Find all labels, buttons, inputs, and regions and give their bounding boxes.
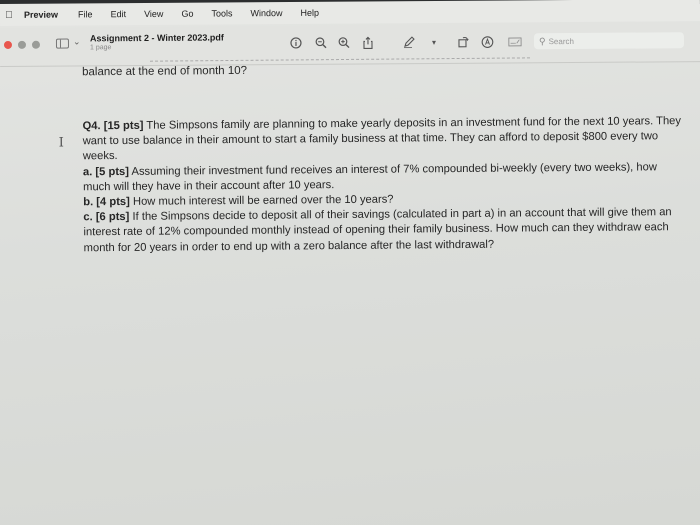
question-4b-text: How much interest will be earned over the 10 years? bbox=[129, 193, 394, 208]
sidebar-toggle-icon[interactable] bbox=[56, 39, 69, 49]
menu-go[interactable]: Go bbox=[181, 8, 194, 19]
apple-menu-icon[interactable] bbox=[4, 10, 14, 20]
question-4c-text: If the Simpsons decide to deposit all of their savings (calculated in part a) in an account that will give them an interest rate of 12% compounded monthly instead of opening their family business. How much can they withdraw each month for 20 years in order to end up with a zero balance after the last withdrawal? bbox=[83, 206, 672, 254]
document-title: Assignment 2 - Winter 2023.pdf bbox=[89, 32, 224, 44]
menu-app-name[interactable]: Preview bbox=[23, 9, 59, 20]
share-icon[interactable] bbox=[361, 35, 375, 49]
text-cursor-icon: I bbox=[58, 135, 64, 151]
question-4-text: The Simpsons family are planning to make yearly deposits in an investment fund for the next 10 years. They want to use balance in their amount to start a family business at that time. They can afford to deposit $800 every two weeks. bbox=[82, 115, 682, 163]
menu-file[interactable]: File bbox=[77, 9, 93, 20]
menu-edit[interactable]: Edit bbox=[110, 9, 127, 20]
question-4 bbox=[83, 114, 684, 256]
previous-question-tail: balance at the end of month 10? bbox=[82, 64, 248, 79]
question-4c-label: c. [6 pts] bbox=[83, 211, 130, 224]
question-4a-label: a. [5 pts] bbox=[82, 165, 130, 178]
sidebar-chevron-down-icon[interactable]: ⌄ bbox=[72, 36, 81, 47]
question-4-intro bbox=[83, 114, 683, 165]
rotate-icon[interactable] bbox=[456, 35, 470, 49]
pdf-page bbox=[0, 56, 700, 525]
document-title-block bbox=[90, 32, 224, 51]
menu-bar bbox=[0, 0, 700, 26]
window-controls bbox=[4, 41, 40, 49]
question-4b-label: b. [4 pts] bbox=[83, 195, 130, 209]
menu-view[interactable]: View bbox=[144, 8, 164, 19]
zoom-window-button[interactable] bbox=[32, 41, 40, 49]
markup-chevron-down-icon[interactable]: ▾ bbox=[431, 37, 437, 47]
form-icon[interactable] bbox=[508, 34, 522, 48]
close-window-button[interactable] bbox=[4, 41, 12, 49]
zoom-out-icon[interactable] bbox=[314, 36, 328, 50]
search-field[interactable] bbox=[534, 32, 684, 49]
menu-window[interactable]: Window bbox=[250, 8, 283, 19]
menu-tools[interactable]: Tools bbox=[211, 8, 233, 19]
question-4c bbox=[83, 205, 683, 256]
search-placeholder: Search bbox=[548, 36, 574, 46]
info-icon[interactable] bbox=[289, 36, 303, 50]
annotate-icon[interactable] bbox=[480, 35, 494, 49]
minimize-window-button[interactable] bbox=[18, 41, 26, 49]
menu-help[interactable]: Help bbox=[300, 7, 320, 18]
markup-pen-icon[interactable] bbox=[402, 35, 416, 49]
search-icon: ⚲ bbox=[538, 35, 546, 46]
question-4-label: Q4. [15 pts] bbox=[82, 119, 144, 133]
question-4a-text: Assuming their investment fund receives an interest of 7% compounded bi-weekly (every two weeks), how much will they have in their account after 10 years. bbox=[83, 160, 657, 194]
document-page-count: 1 page bbox=[89, 44, 112, 52]
zoom-in-icon[interactable] bbox=[337, 36, 351, 50]
